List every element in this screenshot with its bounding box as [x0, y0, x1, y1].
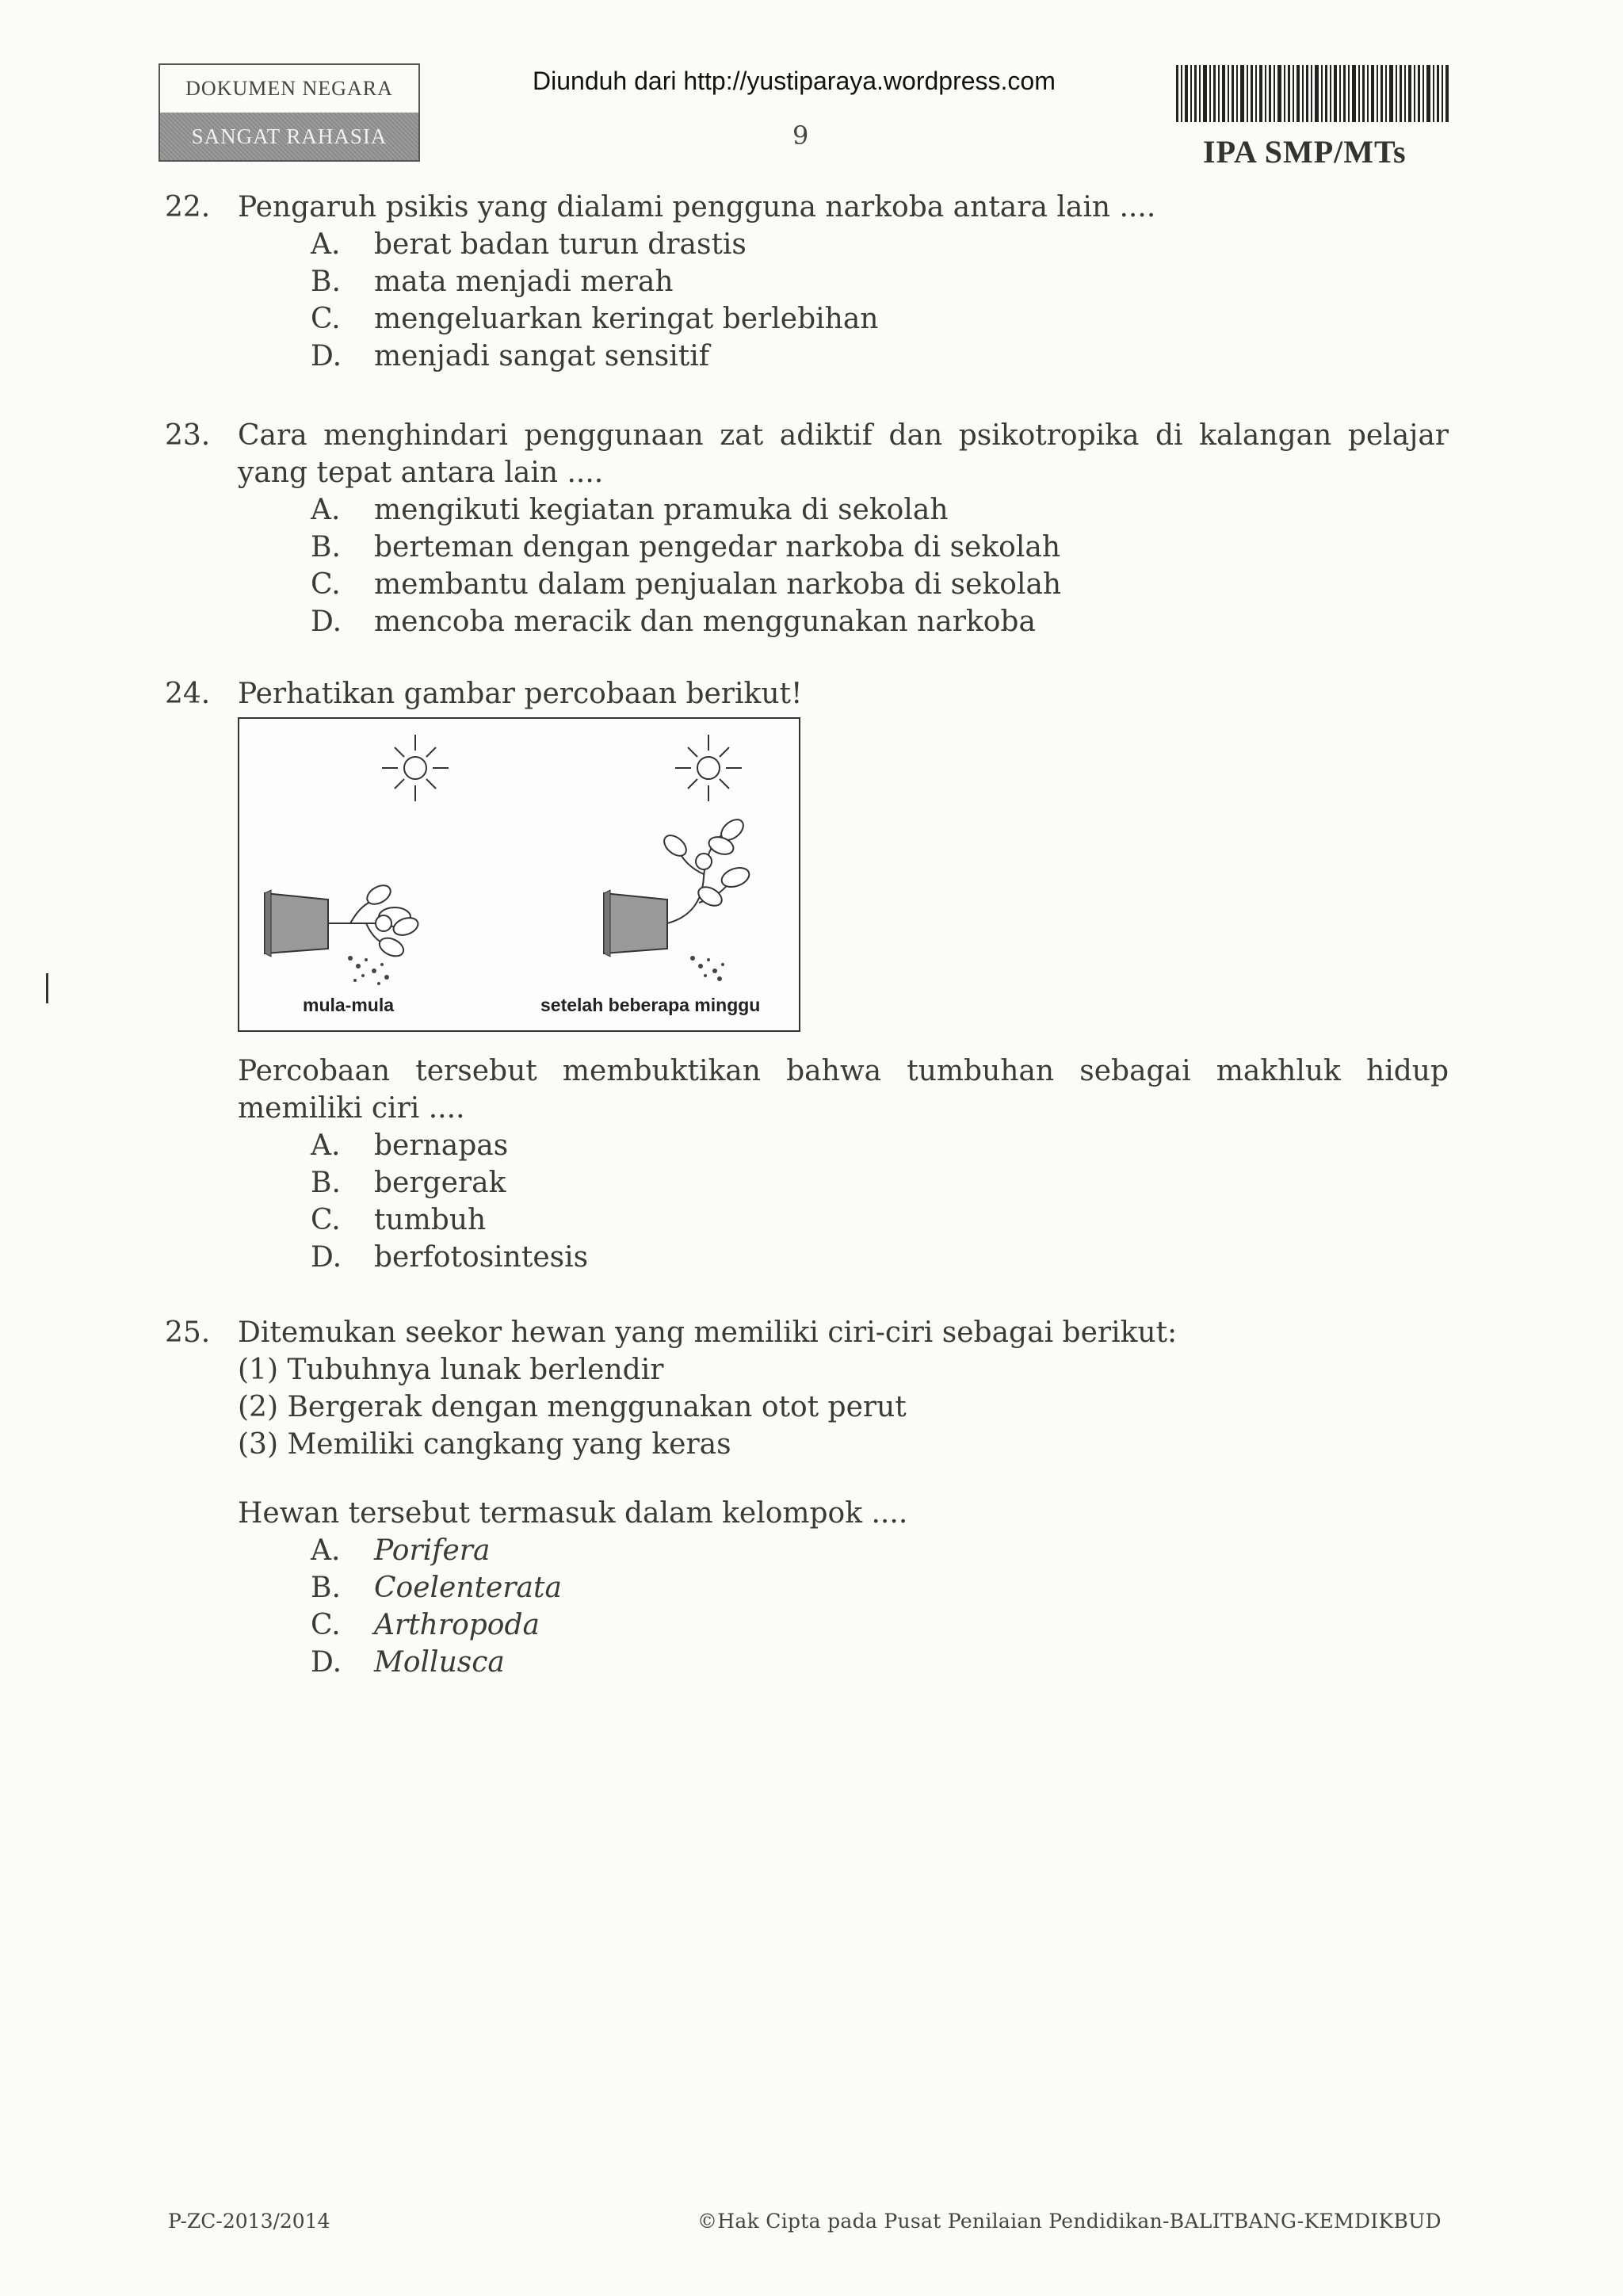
secrecy-label: SANGAT RAHASIA	[160, 113, 418, 160]
exam-code: P-ZC-2013/2014	[168, 2210, 330, 2233]
option-d: D. mencoba meracik dan menggunakan narkoba	[311, 606, 1036, 638]
trait-item: (3) Memiliki cangkang yang keras	[238, 1428, 731, 1461]
option-b: B. berteman dengan pengedar narkoba di sekolah	[311, 531, 1061, 563]
option-list	[311, 226, 1449, 375]
plant-icon	[660, 816, 751, 923]
figure-label-after: setelah beberapa minggu	[540, 995, 761, 1015]
barcode	[1176, 65, 1449, 122]
option-a: A. bernapas	[311, 1129, 509, 1162]
question-stem-2: Hewan tersebut termasuk dalam kelompok ....	[238, 1497, 908, 1530]
question-22	[165, 189, 1449, 375]
question-stem: Cara menghindari penggunaan zat adiktif dan psikotropika di kalangan pelajar yang tepat antara lain ....	[238, 419, 1449, 489]
margin-mark	[46, 973, 48, 1003]
plant-experiment-figure	[238, 717, 800, 1032]
option-list	[311, 491, 1449, 640]
source-note: Diunduh dari http://yustiparaya.wordpress.com	[533, 67, 1056, 95]
option-c: C. mengeluarkan keringat berlebihan	[311, 303, 879, 335]
question-number: 25.	[165, 1316, 211, 1349]
classification-box	[158, 63, 420, 162]
question-24	[165, 675, 1449, 712]
question-stem: Perhatikan gambar percobaan berikut!	[238, 678, 803, 710]
option-a: A. Porifera	[311, 1534, 491, 1567]
subject-title: IPA SMP/MTs	[1203, 134, 1407, 170]
page-number: 9	[792, 120, 809, 151]
option-c: C. tumbuh	[311, 1204, 487, 1236]
question-number: 23.	[165, 419, 211, 452]
option-d: D. menjadi sangat sensitif	[311, 340, 710, 372]
trait-list	[238, 1351, 1449, 1463]
option-list	[311, 1532, 1449, 1681]
flower-pot-icon	[265, 890, 328, 957]
plant-icon	[328, 881, 420, 959]
option-c: C. Arthropoda	[311, 1609, 540, 1641]
option-b: B. Coelenterata	[311, 1572, 562, 1604]
sun-icon	[382, 735, 449, 801]
option-b: B. mata menjadi merah	[311, 266, 674, 298]
figure-label-before: mula-mula	[303, 995, 395, 1015]
doc-classification: DOKUMEN NEGARA	[185, 77, 393, 100]
option-d: D. berfotosintesis	[311, 1241, 589, 1274]
question-23	[165, 417, 1449, 640]
option-d: D. Mollusca	[311, 1646, 505, 1679]
option-b: B. bergerak	[311, 1167, 506, 1199]
option-list	[311, 1127, 1449, 1276]
option-c: C. membantu dalam penjualan narkoba di sekolah	[311, 568, 1062, 601]
question-25	[165, 1314, 1449, 1681]
question-stem-2: Percobaan tersebut membuktikan bahwa tumbuhan sebagai makhluk hidup memiliki ciri ....	[238, 1055, 1449, 1125]
trait-item: (2) Bergerak dengan menggunakan otot perut	[238, 1391, 907, 1423]
soil-particles	[690, 956, 724, 981]
option-a: A. mengikuti kegiatan pramuka di sekolah	[311, 494, 949, 526]
question-number: 24.	[165, 678, 211, 710]
copyright-note: ©Hak Cipta pada Pusat Penilaian Pendidikan-BALITBANG-KEMDIKBUD	[697, 2210, 1442, 2233]
plant-experiment-illustration	[239, 719, 799, 1030]
question-stem: Ditemukan seekor hewan yang memiliki ciri-ciri sebagai berikut:	[238, 1316, 1178, 1349]
trait-item: (1) Tubuhnya lunak berlendir	[238, 1354, 664, 1386]
sun-icon	[675, 735, 742, 801]
soil-particles	[348, 956, 389, 985]
option-a: A. berat badan turun drastis	[311, 228, 747, 261]
question-number: 22.	[165, 191, 211, 223]
question-24-continuation	[165, 1052, 1449, 1276]
question-stem: Pengaruh psikis yang dialami pengguna narkoba antara lain ....	[238, 191, 1156, 223]
flower-pot-icon	[604, 890, 667, 957]
